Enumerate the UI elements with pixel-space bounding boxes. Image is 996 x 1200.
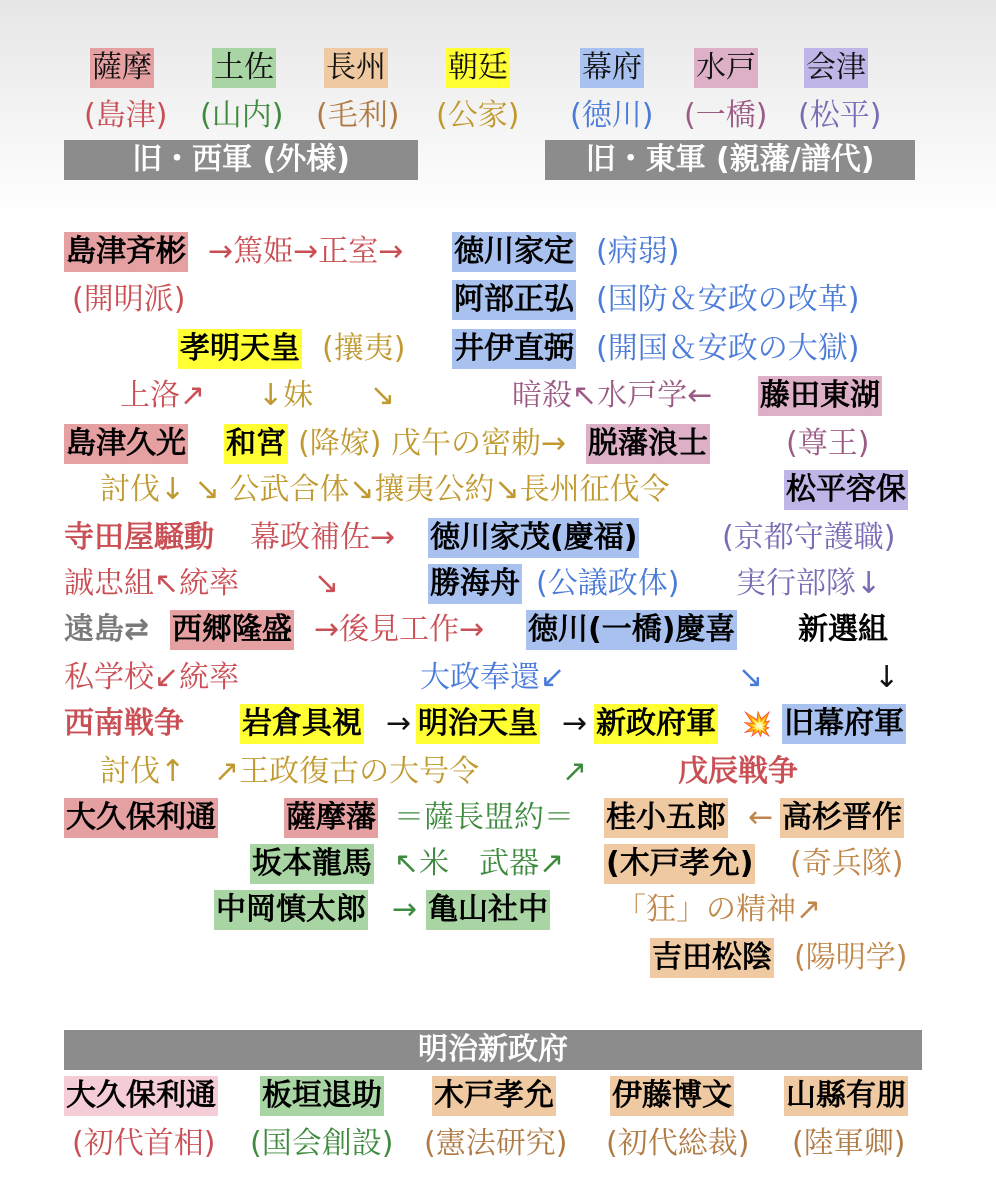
node-shinseifugun: 新政府軍 — [594, 704, 718, 744]
edge-joraku: 上洛↗ — [120, 378, 206, 413]
note-kyoto-shugoshoku: (京都守護職) — [722, 520, 896, 555]
edge-tobatsu-up: 討伐↑ — [100, 754, 186, 789]
node-kyubakufugun: 旧幕府軍 — [782, 704, 906, 744]
clan-tosa-family: (山内) — [200, 98, 284, 133]
node-dappan-roshi: 脱藩浪士 — [586, 424, 710, 464]
edge-kyo-seishin: 「狂」の精神↗ — [616, 892, 822, 927]
node-satsuma-han: 薩摩藩 — [284, 798, 378, 838]
note-kaimeiha: (開明派) — [72, 282, 186, 317]
edge-imoto: ↓妹 — [258, 378, 314, 413]
clan-mito: 水戸 — [694, 48, 758, 88]
edge-arrow-ne: ↗ — [562, 754, 588, 789]
clan-choshu: 長州 — [324, 48, 388, 88]
member-yamagata-role: (陸軍卿) — [792, 1126, 906, 1161]
node-iwakura-tomomi: 岩倉具視 — [240, 704, 364, 744]
edge-taisei-hokan: 大政奉還↙ — [420, 660, 566, 695]
member-ito: 伊藤博文 — [610, 1076, 734, 1116]
node-tokugawa-yoshinobu: 徳川(一橋)慶喜 — [526, 610, 737, 650]
edge-bakusei-hosa: 幕政補佐→ — [250, 520, 396, 555]
note-kiheitai: (奇兵隊) — [790, 846, 904, 881]
edge-saccho-domei: ＝薩長盟約＝ — [394, 800, 574, 835]
node-tokugawa-iemochi: 徳川家茂(慶福) — [428, 518, 639, 558]
member-ito-role: (初代総裁) — [606, 1126, 750, 1161]
clan-aizu: 会津 — [804, 48, 868, 88]
edge-arrow-3: → — [392, 892, 418, 927]
event-boshin-senso: 戊辰戦争 — [678, 754, 798, 789]
edge-ansatsu-mitogaku: 暗殺↖水戸学← — [512, 378, 713, 413]
east-army-bar: 旧・東軍 (親藩/譜代) — [545, 140, 915, 180]
node-okubo-toshimichi: 大久保利通 — [64, 798, 218, 838]
edge-arrow-se-2: ↘ — [314, 566, 340, 601]
node-shimazu-hisamitsu: 島津久光 — [64, 424, 188, 464]
edge-arrow-left: ← — [748, 800, 774, 835]
clan-shogunate-family: (徳川) — [570, 98, 654, 133]
event-seinan-senso: 西南戦争 — [64, 706, 184, 741]
node-shinsengumi: 新選組 — [798, 612, 888, 647]
node-kameyama-shachu: 亀山社中 — [426, 890, 550, 930]
node-katsu-kaishu: 勝海舟 — [428, 564, 522, 604]
node-meiji-tenno: 明治天皇 — [416, 704, 540, 744]
member-itagaki: 板垣退助 — [260, 1076, 384, 1116]
node-katsura-kogoro: 桂小五郎 — [604, 798, 728, 838]
node-kido-takayoshi: (木戸孝允) — [604, 844, 755, 884]
clan-shogunate: 幕府 — [580, 48, 644, 88]
note-sonno: (尊王) — [786, 426, 870, 461]
clan-tosa: 土佐 — [212, 48, 276, 88]
event-teradaya: 寺田屋騒動 — [64, 520, 214, 555]
clan-choshu-family: (毛利) — [316, 98, 400, 133]
edge-osei-fukko: ↗王政復古の大号令 — [214, 754, 480, 789]
node-kazunomiya: 和宮 — [224, 424, 288, 464]
node-ii-naosuke: 井伊直弼 — [452, 329, 576, 369]
clan-mito-family: (一橋) — [684, 98, 768, 133]
clan-satsuma-family: (島津) — [84, 98, 168, 133]
member-itagaki-role: (国会創設) — [250, 1126, 394, 1161]
edge-arrow-1: → — [386, 706, 412, 741]
edge-arrow-se-3: ↘ — [738, 660, 764, 695]
edge-koken-kosaku: →後見工作→ — [314, 612, 485, 647]
member-okubo: 大久保利通 — [64, 1076, 218, 1116]
node-komei-tenno: 孝明天皇 — [178, 329, 302, 369]
member-okubo-role: (初代首相) — [72, 1126, 216, 1161]
note-kogi-seitai: (公議政体) — [536, 566, 680, 601]
edge-arrow-down: ↓ — [874, 660, 900, 695]
node-shimazu-nariakira: 島津斉彬 — [64, 232, 188, 272]
clan-court: 朝廷 — [446, 48, 510, 88]
node-abe-masahiro: 阿部正弘 — [452, 280, 576, 320]
clan-court-family: (公家) — [436, 98, 520, 133]
edge-kome-buki: ↖米 武器↗ — [394, 846, 565, 881]
edge-arrow-2: → — [562, 706, 588, 741]
collision-icon: 💥 — [742, 710, 772, 738]
member-yamagata: 山縣有朋 — [784, 1076, 908, 1116]
node-takasugi-shinsaku: 高杉晋作 — [780, 798, 904, 838]
node-tokugawa-iesada: 徳川家定 — [452, 232, 576, 272]
west-army-bar: 旧・西軍 (外様) — [64, 140, 418, 180]
node-nakaoka-shintaro: 中岡慎太郎 — [214, 890, 368, 930]
member-kido: 木戸孝允 — [432, 1076, 556, 1116]
edge-shigakko: 私学校↙統率 — [64, 660, 240, 695]
clan-aizu-family: (松平) — [798, 98, 882, 133]
edge-koka-mitchoku: (降嫁) 戊午の密勅→ — [298, 426, 567, 461]
clan-satsuma: 薩摩 — [90, 48, 154, 88]
node-saigo-takamori: 西郷隆盛 — [170, 610, 294, 650]
note-yomeigaku: (陽明学) — [794, 940, 908, 975]
edge-ento: 遠島⇄ — [64, 612, 150, 647]
edge-atsuhime-seishitsu: →篤姫→正室→ — [208, 234, 404, 269]
meiji-government-bar: 明治新政府 — [64, 1030, 922, 1070]
edge-arrow-se-1: ↘ — [370, 378, 396, 413]
note-kaikoku-taigoku: (開国＆安政の大獄) — [596, 331, 860, 366]
note-joi: (攘夷) — [322, 331, 406, 366]
edge-jikko-butai: 実行部隊↓ — [736, 566, 882, 601]
node-fujita-toko: 藤田東湖 — [758, 376, 882, 416]
node-yoshida-shoin: 吉田松陰 — [650, 938, 774, 978]
edge-kobu-gattai-line: 討伐↓ ↘ 公武合体↘攘夷公約↘長州征伐令 — [100, 472, 670, 507]
note-byojaku: (病弱) — [596, 234, 680, 269]
edge-seichugumi: 誠忠組↖統率 — [64, 566, 240, 601]
node-sakamoto-ryoma: 坂本龍馬 — [250, 844, 374, 884]
member-kido-role: (憲法研究) — [424, 1126, 568, 1161]
note-kokubo-ansei: (国防＆安政の改革) — [596, 282, 860, 317]
node-matsudaira-katamori: 松平容保 — [784, 470, 908, 510]
